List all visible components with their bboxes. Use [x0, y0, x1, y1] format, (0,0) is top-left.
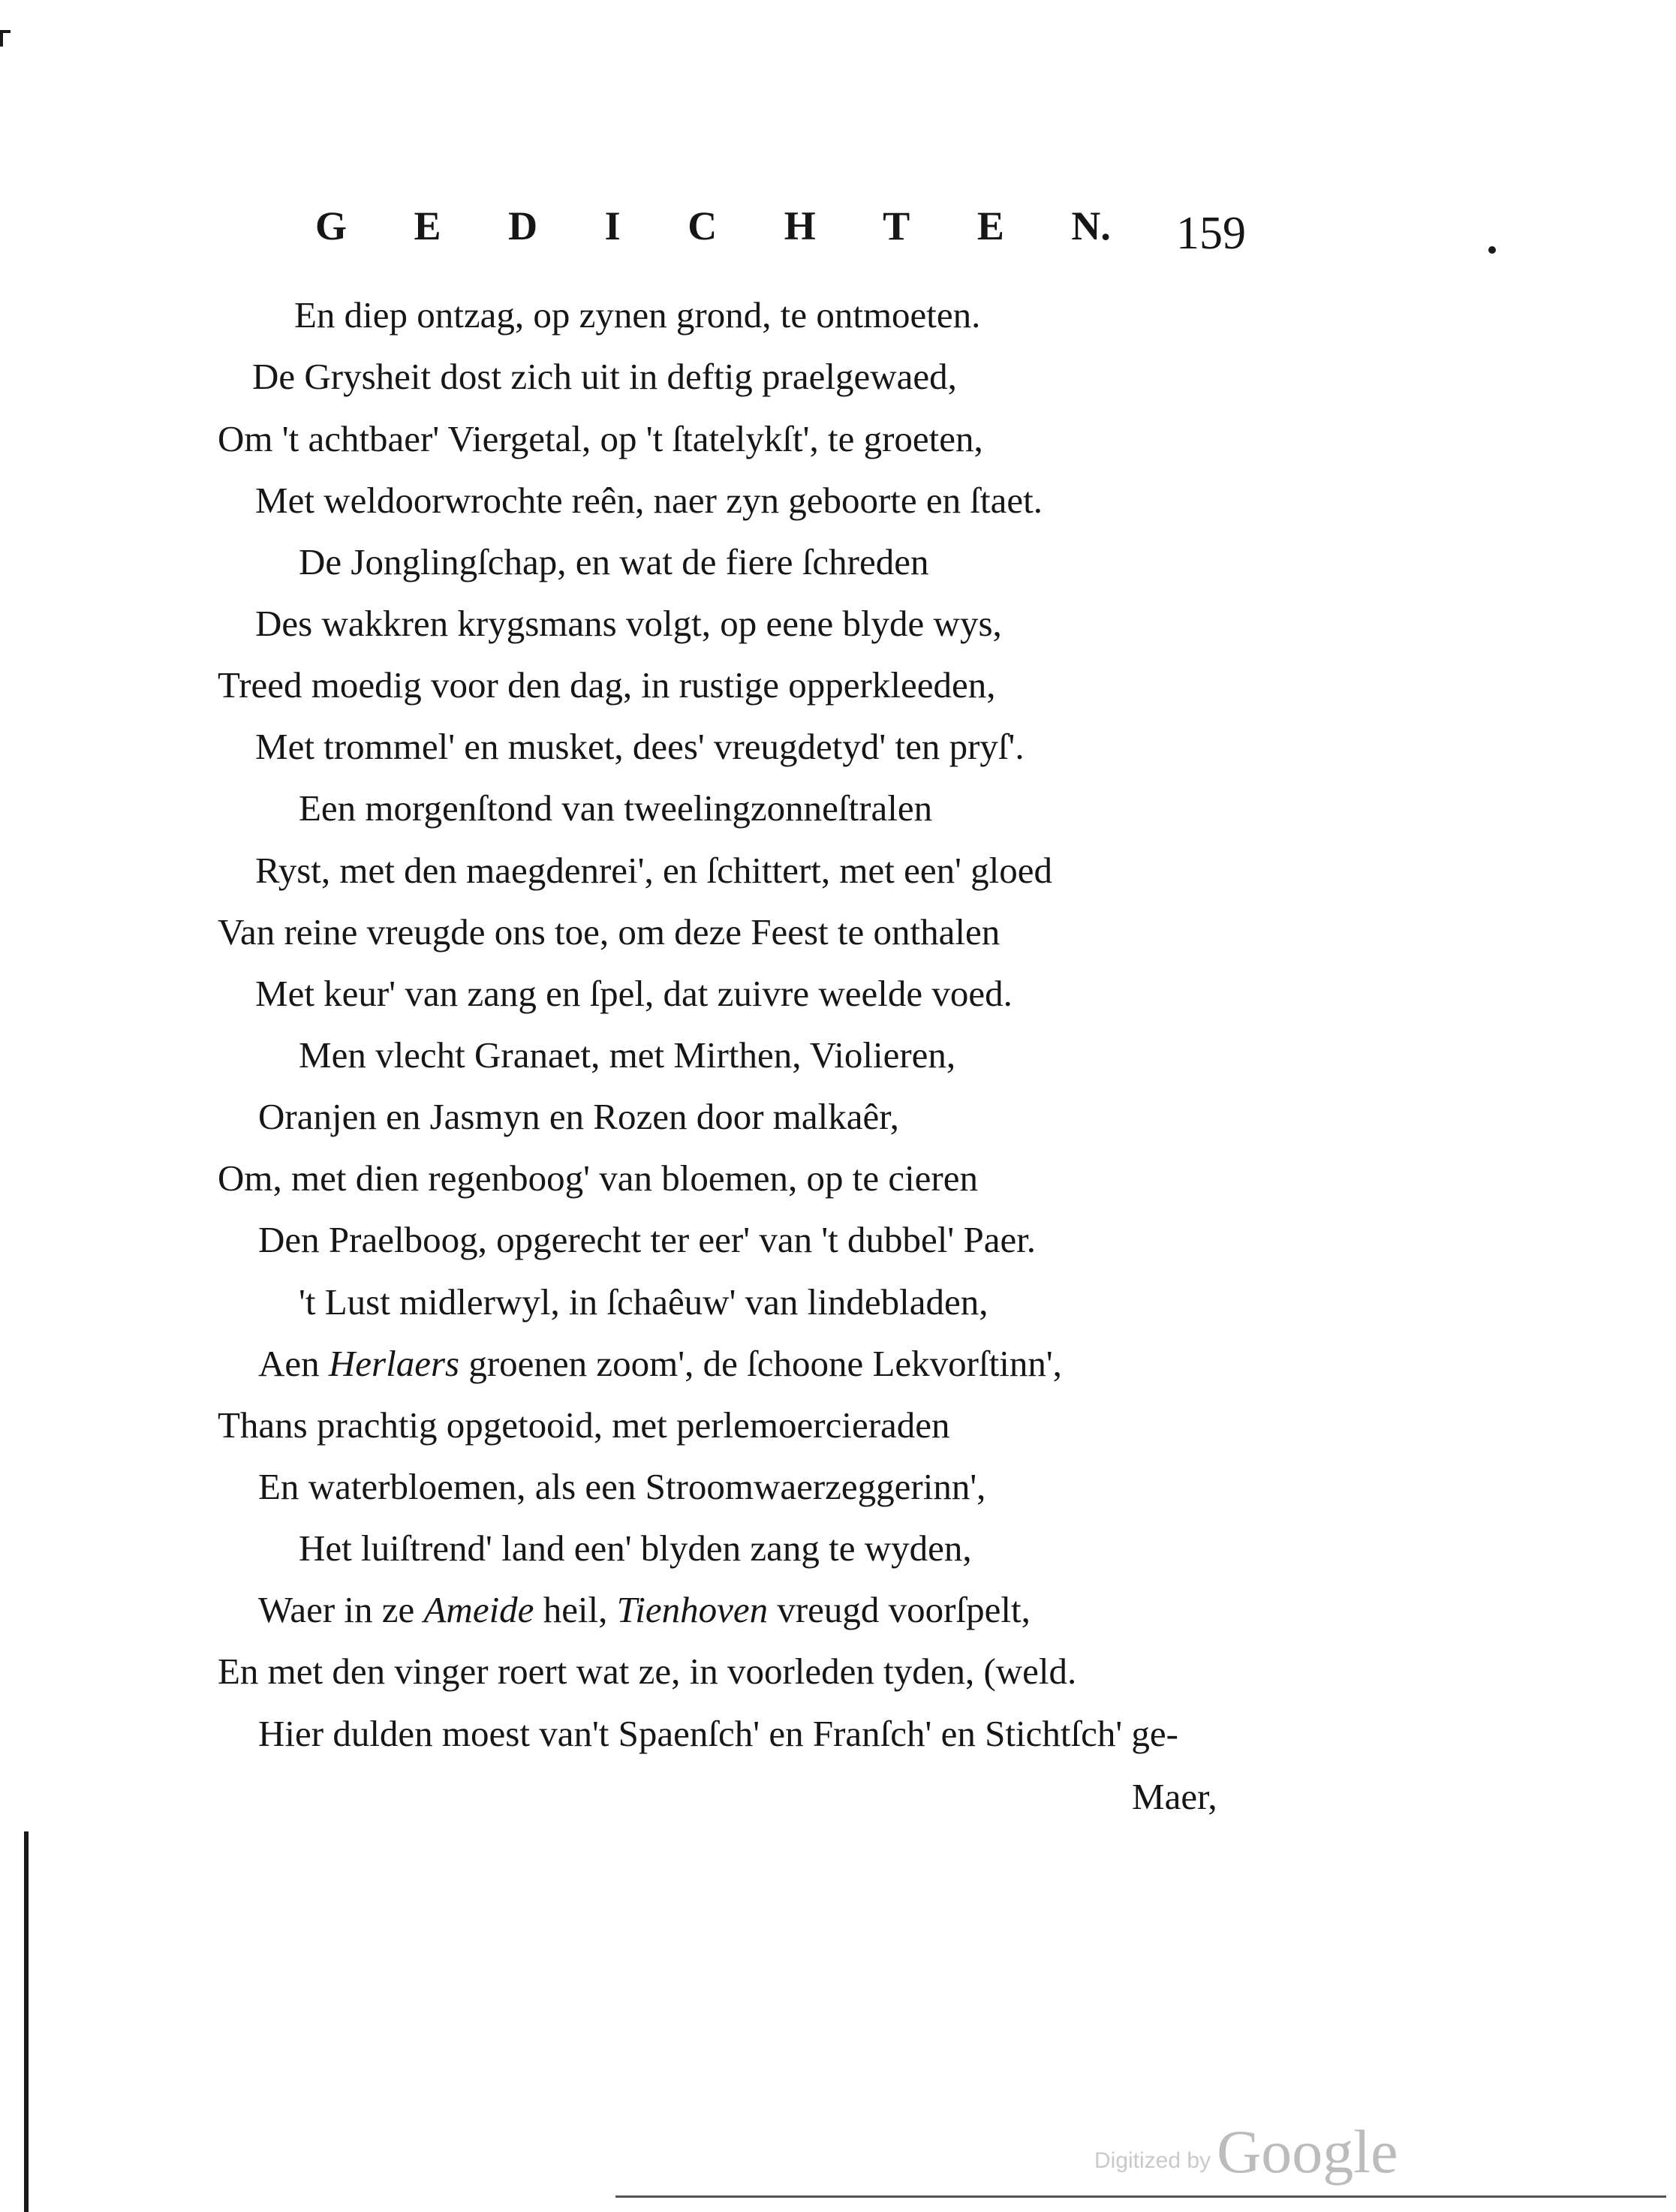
poem-line: Om 't achtbaer' Viergetal, op 't ſtatelykſt', te groeten, — [218, 418, 983, 459]
poem-line: En waterbloemen, als een Stroomwaerzeggerinn', — [258, 1466, 986, 1507]
page-number: 159 — [1176, 208, 1246, 259]
running-title-letter: E — [414, 203, 441, 248]
poem-line: Aen Herlaers groenen zoom', de ſchoone Lekvorſtinn', — [258, 1343, 1062, 1384]
poem-line: Oranjen en Jasmyn en Rozen door malkaêr, — [258, 1096, 899, 1137]
poem-line: Waer in ze Ameide heil, Tienhoven vreugd voorſpelt, — [258, 1589, 1031, 1630]
poem-line: Men vlecht Granaet, met Mirthen, Violieren, — [299, 1034, 956, 1076]
google-watermark — [1094, 2117, 1398, 2187]
place-name: Ameide — [423, 1589, 534, 1630]
poem-line: Des wakkren krygsmans volgt, op eene blyde wys, — [255, 603, 1002, 644]
place-name: Tienhoven — [616, 1589, 769, 1630]
poem-line: Den Praelboog, opgerecht ter eer' van 't dubbel' Paer. — [258, 1219, 1037, 1260]
poem-line: Het luiſtrend' land een' blyden zang te wyden, — [299, 1527, 972, 1569]
poem-line: De Jonglingſchap, en wat de fiere ſchreden — [299, 541, 929, 582]
poem-line: Treed moedig voor den dag, in rustige opperkleeden, — [218, 664, 996, 706]
place-name: Herlaers — [328, 1343, 460, 1384]
poem-line: Van reine vreugde ons toe, om deze Feest te onthalen — [218, 911, 1000, 953]
poem-line: En met den vinger roert wat ze, in voorleden tyden, (weld. — [218, 1651, 1077, 1692]
poem-line: Ryst, met den maegdenrei', en ſchittert, met een' gloed — [255, 850, 1053, 891]
poem-line: Met weldoorwrochte reên, naer zyn geboorte en ſtaet. — [255, 480, 1043, 521]
running-title-letter: I — [604, 203, 621, 248]
digitized-by-text: Digitized by — [1094, 2148, 1211, 2173]
poem-line: Hier dulden moest van't Spaenſch' en Franſch' en Stichtſch' ge- — [258, 1713, 1178, 1754]
google-logo: Google — [1217, 2117, 1398, 2186]
catchword: Maer, — [1132, 1776, 1217, 1817]
running-title-letter: E — [976, 203, 1004, 248]
poem-line: Met trommel' en musket, dees' vreugdetyd' ten pryſ'. — [255, 726, 1025, 767]
running-title-letter: N. — [1071, 203, 1111, 248]
running-title-letter: C — [688, 203, 718, 248]
poem-line: Thans prachtig opgetooid, met perlemoercieraden — [218, 1404, 950, 1446]
running-title-letter: T — [883, 203, 910, 248]
poem-line: Met keur' van zang en ſpel, dat zuivre weelde voed. — [255, 973, 1013, 1014]
poem-line: 't Lust midlerwyl, in ſchaêuw' van lindebladen, — [299, 1281, 988, 1323]
running-title-letter: H — [784, 203, 816, 248]
poem-line: En diep ontzag, op zynen grond, te ontmoeten. — [294, 294, 981, 336]
poem-line: De Grysheit dost zich uit in deftig praelgewaed, — [252, 356, 957, 397]
running-title-letter: G — [315, 203, 348, 248]
poem-line: Om, met dien regenboog' van bloemen, op te cieren — [218, 1157, 978, 1199]
running-title-letter: D — [508, 203, 538, 248]
poem-line: Een morgenſtond van tweelingzonneſtralen — [299, 787, 933, 829]
